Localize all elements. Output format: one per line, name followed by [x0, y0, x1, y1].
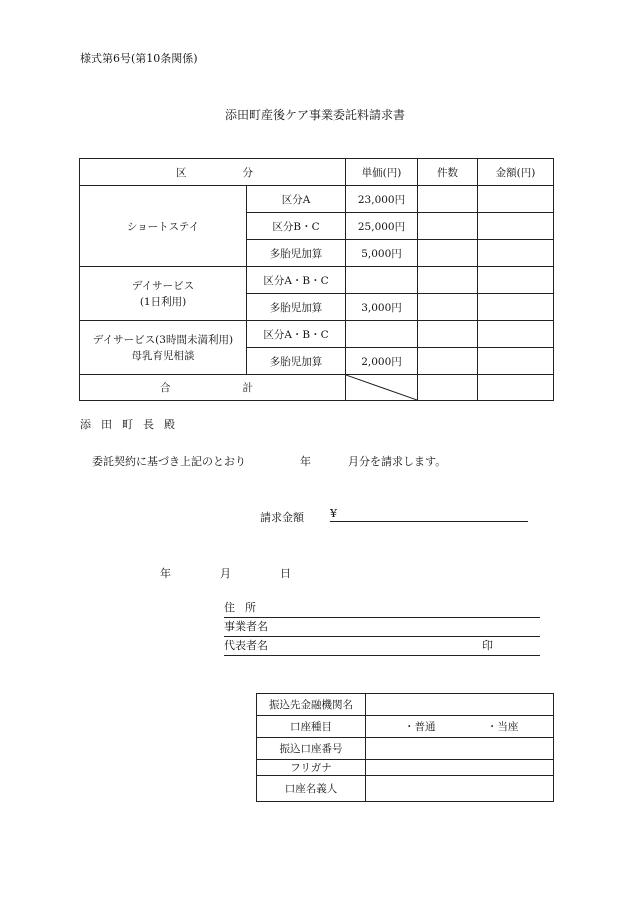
group-name-line: デイサービス(3時間未満利用): [92, 333, 234, 346]
representative-field[interactable]: [224, 637, 540, 656]
request-year-label: 年: [300, 455, 311, 468]
count-cell[interactable]: [418, 186, 478, 213]
business-name-field[interactable]: [224, 618, 540, 637]
bank-institution-input[interactable]: [366, 694, 554, 716]
date-day-label: 日: [280, 567, 291, 580]
header-unit-price: 単価(円): [346, 159, 418, 186]
group-name-day-service-short: [80, 321, 247, 375]
bank-table: [256, 693, 554, 802]
group-name-short-stay: [80, 186, 247, 267]
furigana-label: フリガナ: [257, 760, 366, 776]
request-text: 委託契約に基づき上記のとおり: [92, 455, 246, 468]
table-row: [80, 267, 554, 294]
request-month-label: 月分を請求します。: [348, 455, 447, 468]
amount-label: 請求金額: [260, 511, 304, 524]
group-name-line: デイサービス: [131, 279, 195, 292]
unit-price: [346, 321, 418, 348]
group-name-line: ショートステイ: [126, 220, 200, 233]
form-number: 様式第6号(第10条関係): [80, 52, 198, 65]
table-row: [80, 186, 554, 213]
amount-cell[interactable]: [478, 267, 554, 294]
sub-category: 多胎児加算: [247, 240, 346, 267]
account-type-label: 口座種目: [257, 716, 366, 738]
table-row: [80, 321, 554, 348]
account-number-input[interactable]: [366, 738, 554, 760]
group-name-line: 母乳育児相談: [131, 349, 195, 362]
amount-cell[interactable]: [478, 321, 554, 348]
count-cell[interactable]: [418, 240, 478, 267]
diagonal-strike: [346, 375, 417, 400]
account-type-ordinary[interactable]: ・普通: [404, 721, 436, 733]
count-cell[interactable]: [418, 213, 478, 240]
representative-label: 代表者名: [224, 639, 268, 652]
unit-price: 25,000円: [346, 213, 418, 240]
account-number-label: 振込口座番号: [257, 738, 366, 760]
total-row: [80, 375, 554, 401]
table-row: [257, 738, 554, 760]
header-category-right: 分: [242, 166, 253, 179]
table-row: [257, 694, 554, 716]
sub-category: 区分A・B・C: [247, 267, 346, 294]
total-label-right: 計: [242, 382, 253, 394]
account-type-options: [366, 716, 554, 738]
header-amount: 金額(円): [478, 159, 554, 186]
unit-price: 5,000円: [346, 240, 418, 267]
unit-price: 3,000円: [346, 294, 418, 321]
header-count: 件数: [418, 159, 478, 186]
unit-price: [346, 267, 418, 294]
count-cell[interactable]: [418, 321, 478, 348]
sub-category: 区分A: [247, 186, 346, 213]
total-amount-cell[interactable]: [478, 375, 554, 401]
furigana-input[interactable]: [366, 760, 554, 776]
business-name-label: 事業者名: [224, 620, 268, 633]
sub-category: 区分A・B・C: [247, 321, 346, 348]
count-cell[interactable]: [418, 348, 478, 375]
group-name-line: (1日利用): [139, 295, 187, 308]
count-cell[interactable]: [418, 294, 478, 321]
table-row: [257, 760, 554, 776]
document-title: 添田町産後ケア事業委託料請求書: [224, 108, 405, 122]
date-month-label: 月: [220, 567, 231, 580]
header-category: [80, 159, 346, 186]
account-holder-label: 口座名義人: [257, 776, 366, 802]
unit-price: 23,000円: [346, 186, 418, 213]
unit-price: 2,000円: [346, 348, 418, 375]
amount-cell[interactable]: [478, 213, 554, 240]
total-label-left: 合: [160, 382, 171, 394]
date-year-label: 年: [160, 567, 171, 580]
fee-table: [79, 158, 554, 401]
amount-cell[interactable]: [478, 186, 554, 213]
amount-cell[interactable]: [478, 348, 554, 375]
sub-category: 多胎児加算: [247, 348, 346, 375]
table-row: [257, 776, 554, 802]
bank-institution-label: 振込先金融機関名: [257, 694, 366, 716]
total-count-cell[interactable]: [418, 375, 478, 401]
amount-field[interactable]: [330, 507, 528, 522]
table-row: [257, 716, 554, 738]
seal-mark: 印: [482, 639, 493, 652]
group-name-day-service: [80, 267, 247, 321]
total-unit-price-struck: [346, 375, 418, 401]
count-cell[interactable]: [418, 267, 478, 294]
table-header-row: [80, 159, 554, 186]
amount-cell[interactable]: [478, 240, 554, 267]
total-label: [80, 375, 346, 401]
address-label: 住所: [224, 601, 266, 614]
sub-category: 区分B・C: [247, 213, 346, 240]
sub-category: 多胎児加算: [247, 294, 346, 321]
addressee: 添田町長殿: [80, 418, 185, 431]
account-holder-input[interactable]: [366, 776, 554, 802]
yen-symbol: ¥: [330, 507, 337, 520]
amount-cell[interactable]: [478, 294, 554, 321]
header-category-left: 区: [176, 166, 187, 179]
address-field[interactable]: [224, 599, 540, 618]
account-type-current[interactable]: ・当座: [486, 721, 519, 733]
